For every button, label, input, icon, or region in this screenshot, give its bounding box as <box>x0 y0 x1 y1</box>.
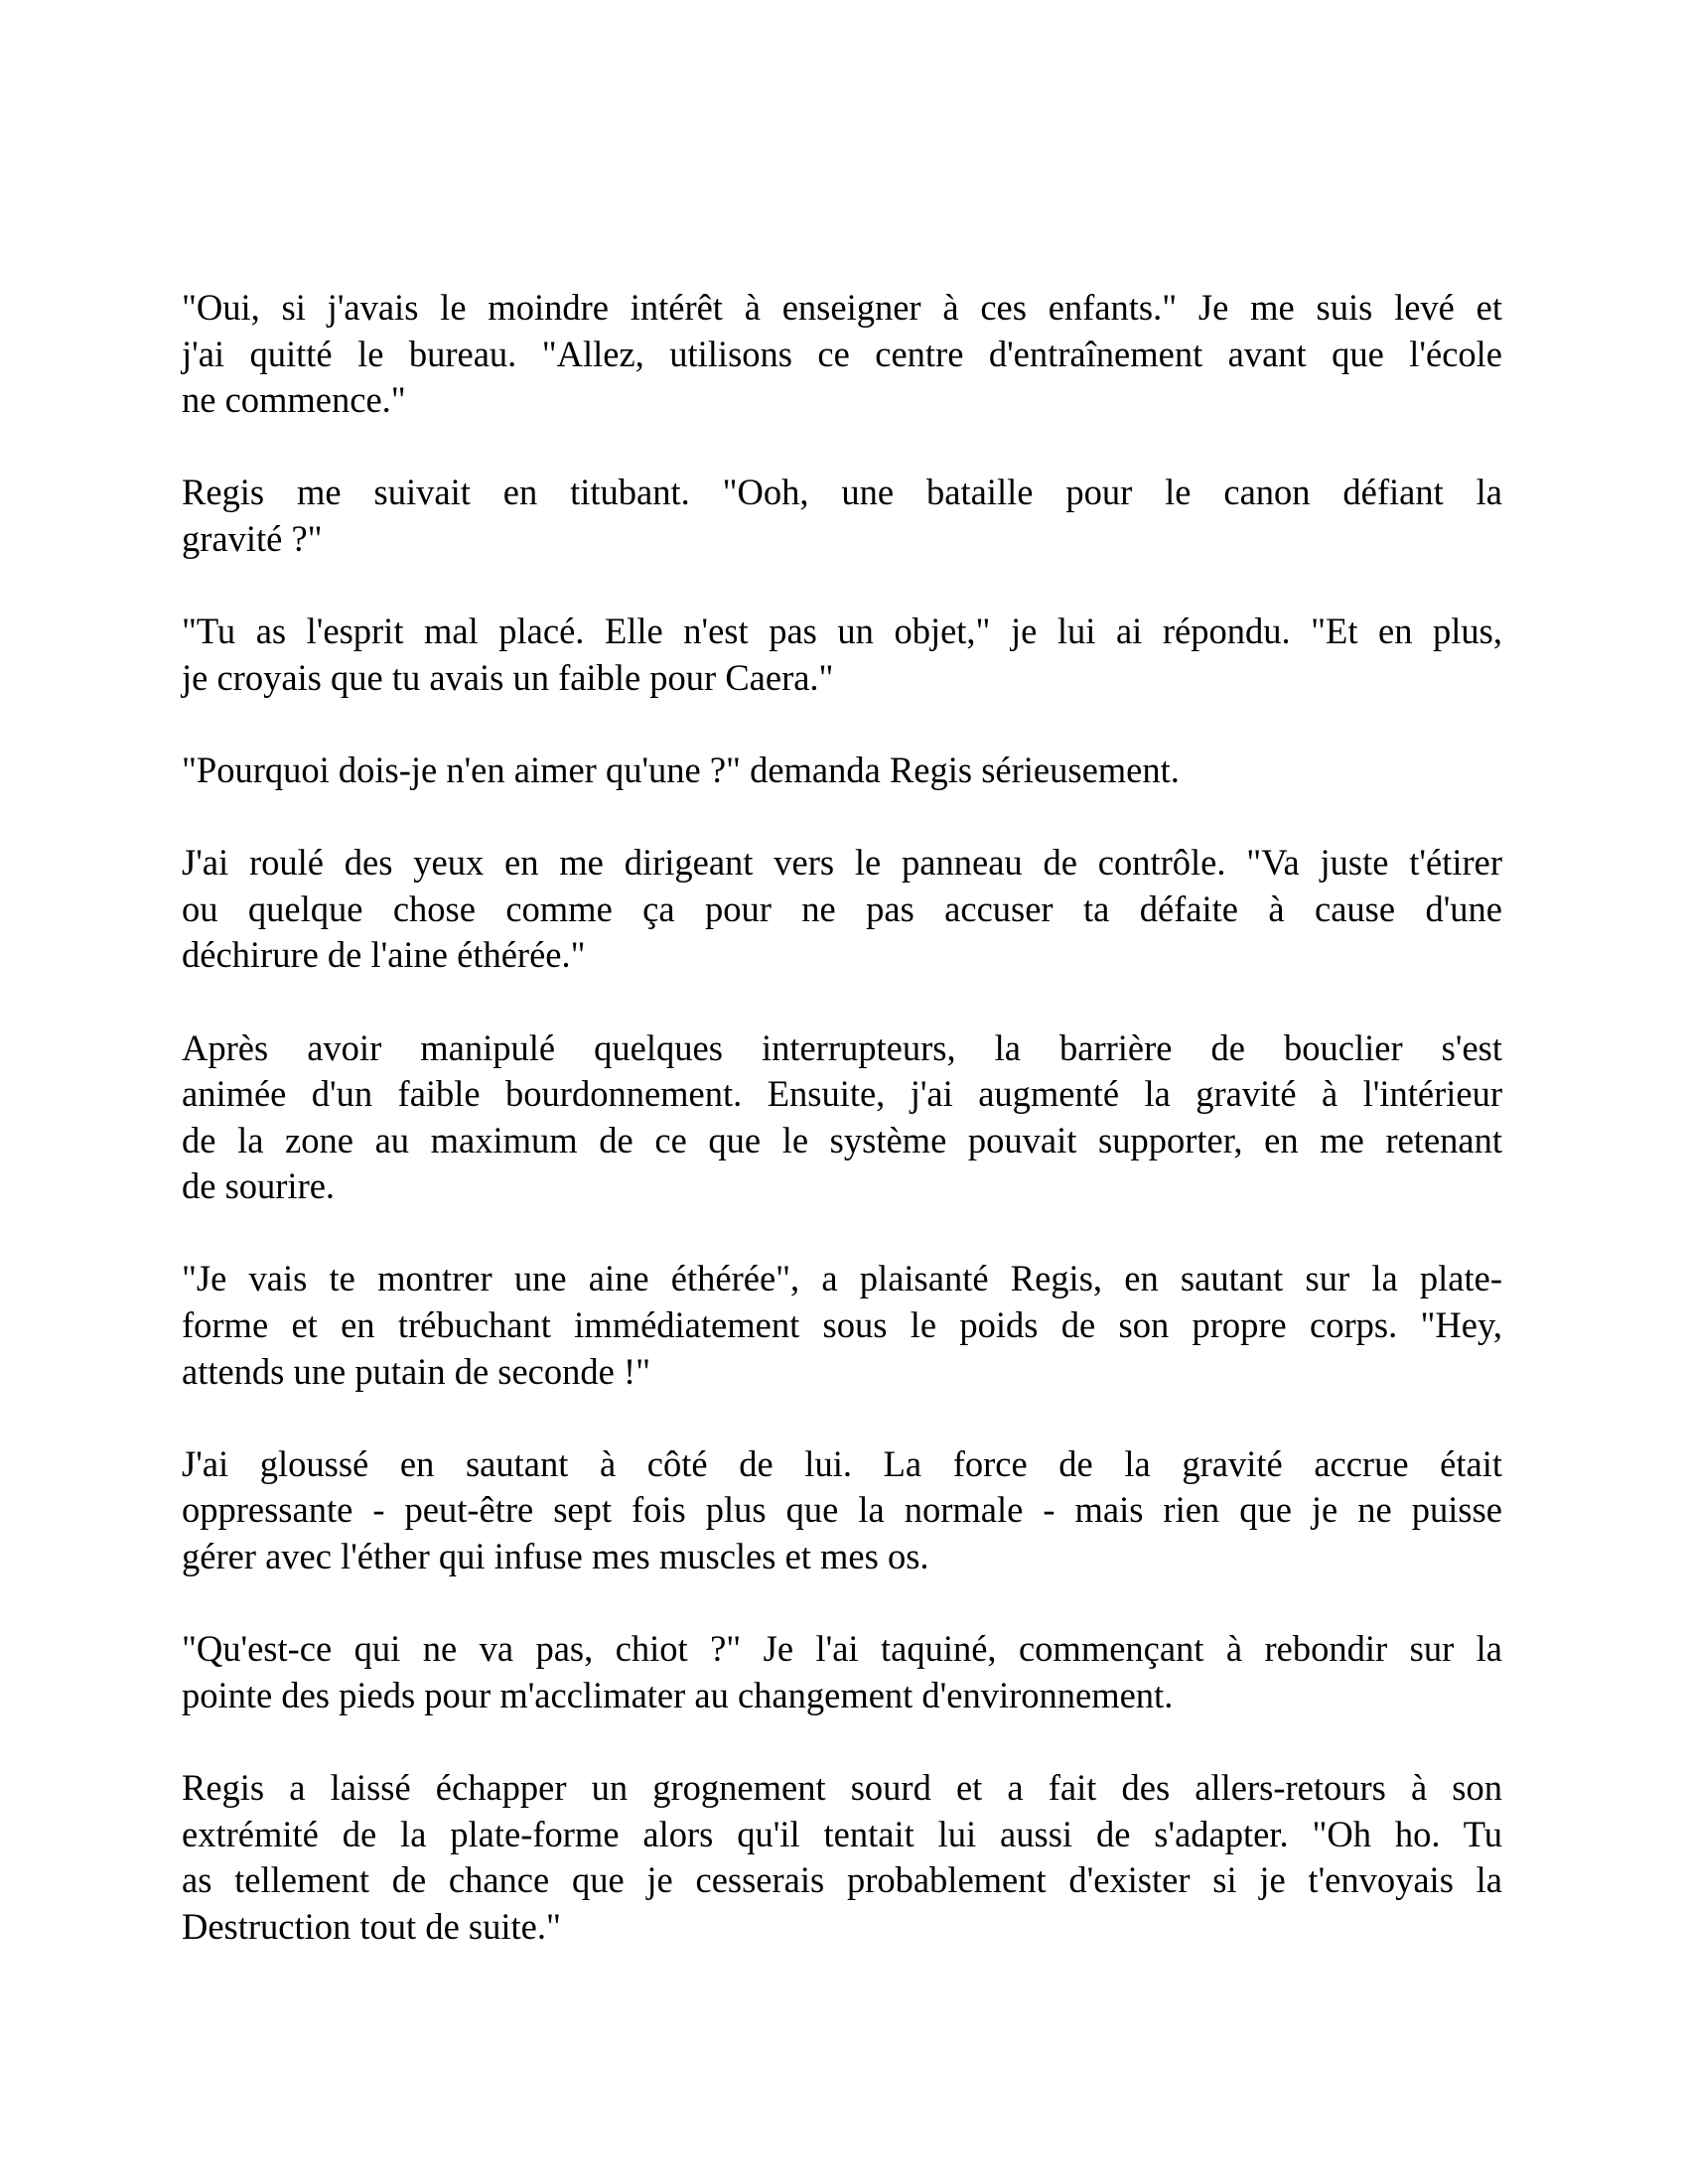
paragraph <box>182 1626 1502 1718</box>
text-line: oppressante - peut-être sept fois plus que la normale - mais rien que je ne puisse <box>182 1489 1502 1531</box>
text-line: forme et en trébuchant immédiatement sous le poids de son propre corps. "Hey, <box>182 1304 1502 1346</box>
text-line: pointe des pieds pour m'acclimater au changement d'environnement. <box>182 1674 1174 1715</box>
text-line: de la zone au maximum de ce que le système pouvait supporter, en me retenant <box>182 1119 1502 1160</box>
text-line: "Pourquoi dois-je n'en aimer qu'une ?" demanda Regis sérieusement. <box>182 749 1180 790</box>
paragraph <box>182 285 1502 424</box>
text-line: ne commence." <box>182 379 406 421</box>
text-line: ou quelque chose comme ça pour ne pas accuser ta défaite à cause d'une <box>182 887 1502 929</box>
paragraph <box>182 748 1502 794</box>
text-line: Regis me suivait en titubant. "Ooh, une bataille pour le canon défiant la <box>182 472 1502 513</box>
text-line: as tellement de chance que je cesserais probablement d'exister si je t'envoyais la <box>182 1859 1502 1901</box>
paragraph <box>182 1441 1502 1580</box>
text-line: animée d'un faible bourdonnement. Ensuite, j'ai augmenté la gravité à l'intérieur <box>182 1073 1502 1115</box>
paragraph <box>182 609 1502 701</box>
paragraph <box>182 840 1502 979</box>
text-line: J'ai gloussé en sautant à côté de lui. La force de la gravité accrue était <box>182 1442 1502 1484</box>
body-text <box>182 285 1502 1950</box>
text-line: extrémité de la plate-forme alors qu'il tentait lui aussi de s'adapter. "Oh ho. Tu <box>182 1813 1502 1854</box>
text-line: déchirure de l'aine éthérée." <box>182 934 586 976</box>
paragraph <box>182 470 1502 562</box>
text-line: J'ai roulé des yeux en me dirigeant vers le panneau de contrôle. "Va juste t'étirer <box>182 842 1502 884</box>
text-line: j'ai quitté le bureau. "Allez, utilisons ce centre d'entraînement avant que l'école <box>182 333 1502 374</box>
text-line: de sourire. <box>182 1165 336 1207</box>
text-line: "Oui, si j'avais le moindre intérêt à enseigner à ces enfants." Je me suis levé et <box>182 287 1502 328</box>
text-line: Destruction tout de suite." <box>182 1905 561 1947</box>
text-line: "Qu'est-ce qui ne va pas, chiot ?" Je l'ai taquiné, commençant à rebondir sur la <box>182 1628 1502 1670</box>
text-line: Après avoir manipulé quelques interrupteurs, la barrière de bouclier s'est <box>182 1026 1502 1068</box>
text-line: attends une putain de seconde !" <box>182 1350 651 1392</box>
paragraph <box>182 1256 1502 1395</box>
text-line: gérer avec l'éther qui infuse mes muscles et mes os. <box>182 1536 929 1577</box>
text-line: "Tu as l'esprit mal placé. Elle n'est pas un objet," je lui ai répondu. "Et en plus, <box>182 611 1502 652</box>
paragraph <box>182 1765 1502 1950</box>
paragraph <box>182 1025 1502 1210</box>
text-line: "Je vais te montrer une aine éthérée", a plaisanté Regis, en sautant sur la plate- <box>182 1258 1502 1299</box>
text-line: gravité ?" <box>182 517 323 559</box>
text-line: je croyais que tu avais un faible pour Caera." <box>182 656 834 698</box>
text-line: Regis a laissé échapper un grognement sourd et a fait des allers-retours à son <box>182 1767 1502 1808</box>
